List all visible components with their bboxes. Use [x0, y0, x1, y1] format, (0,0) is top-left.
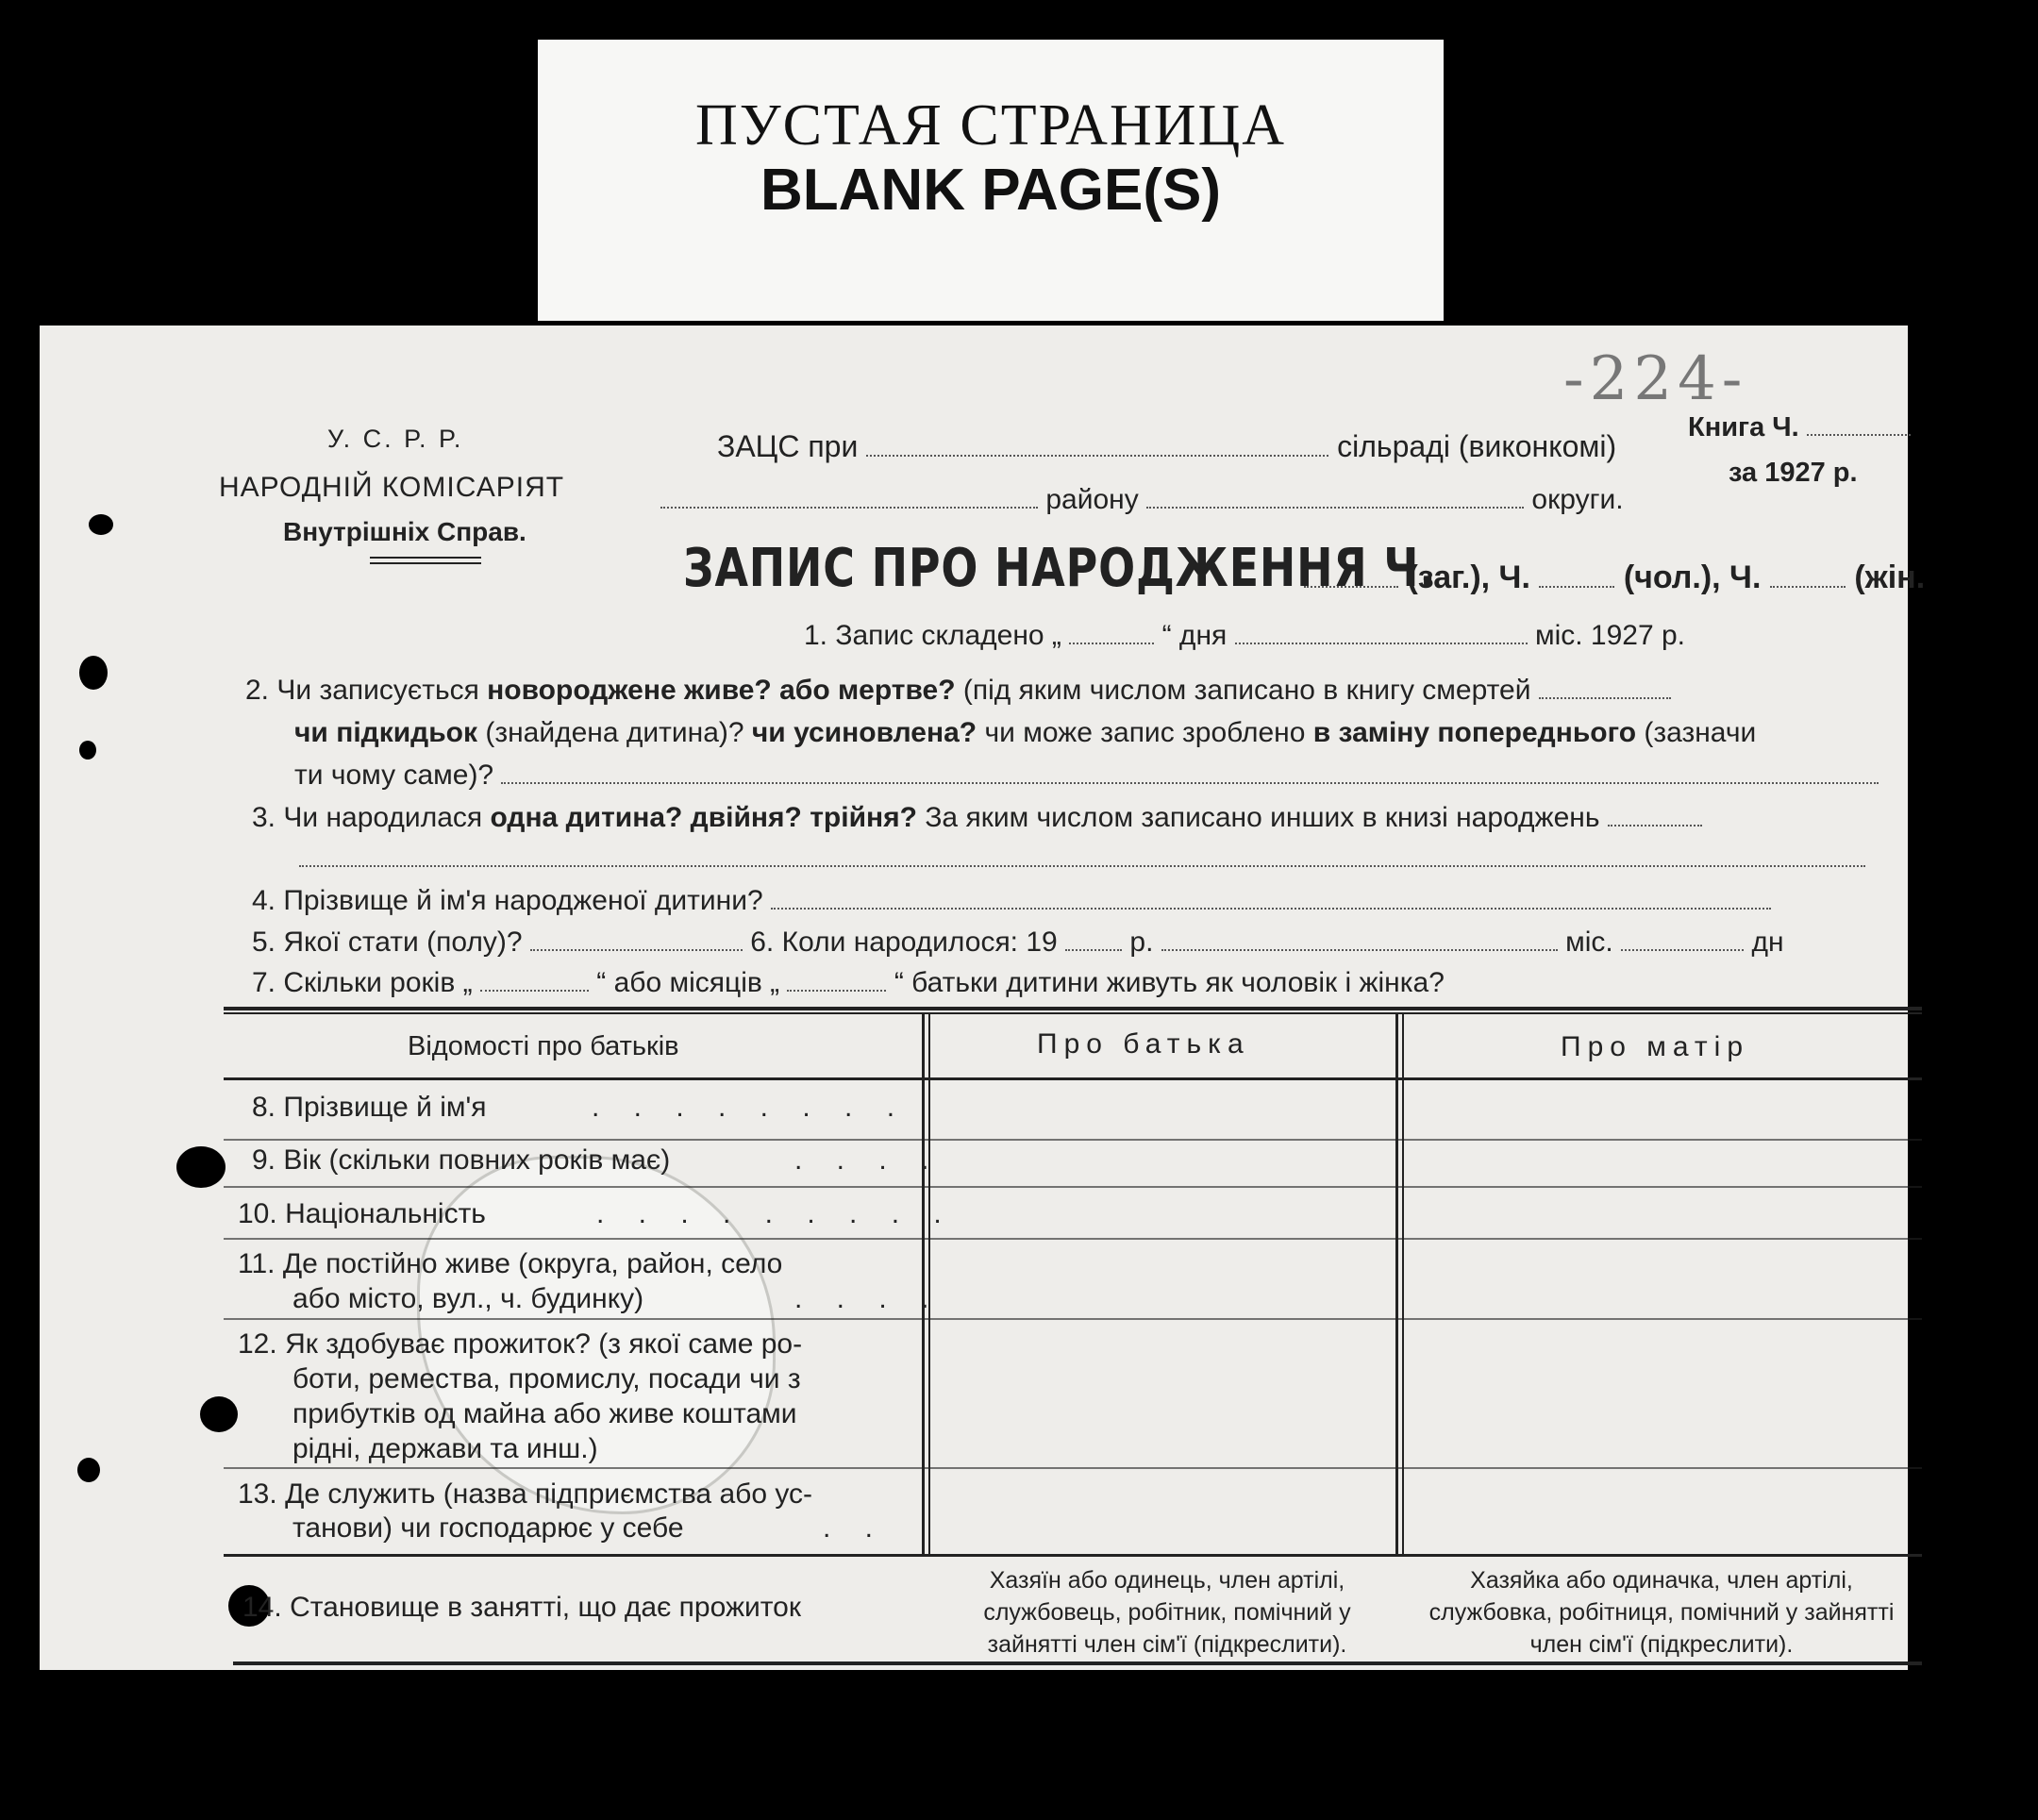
q1-day-label: “ дня: [1161, 620, 1228, 651]
table-bottom-border: [233, 1661, 1922, 1665]
table-row-9: [252, 1144, 670, 1177]
q2-specify-text: (зазначи: [1644, 717, 1757, 748]
row-number: 8.: [252, 1092, 276, 1123]
label-line-english: BLANK PAGE(S): [760, 158, 1221, 223]
q7-years-text: 7. Скільки років „: [252, 967, 473, 998]
book-label: Книга Ч.: [1688, 412, 1799, 442]
q2-alive-option[interactable]: новороджене живе?: [487, 675, 772, 706]
question-3: [252, 802, 1702, 834]
male-number-field[interactable]: [1770, 565, 1846, 588]
row-number: 9.: [252, 1144, 276, 1176]
row-label: Вік (скільки повних років має): [283, 1144, 671, 1176]
question-5-6: [252, 927, 1784, 959]
q3-text: Чи народилася: [283, 802, 483, 833]
q4-text: 4. Прізвище й ім'я народженої дитини?: [252, 885, 763, 916]
table-row-12: [238, 1328, 802, 1361]
commissariat-label: НАРОДНІЙ КОМІСАРІЯТ: [219, 472, 565, 503]
book-number-field[interactable]: [1807, 413, 1911, 436]
record-day-field[interactable]: [1069, 622, 1154, 644]
record-number-field[interactable]: [1304, 565, 1398, 588]
row-label-line-1: Де постійно живе (округа, район, село: [282, 1248, 783, 1279]
row-leader-dots: . . . . . . . . .: [596, 1198, 955, 1229]
years-together-field[interactable]: [480, 969, 589, 992]
row-leader-dots: . . . . . . . .: [592, 1092, 909, 1123]
q5-text: 5. Якої стати (полу)?: [252, 927, 523, 958]
title-main: ЗАПИС ПРО НАРОДЖЕННЯ Ч.: [683, 538, 1437, 599]
zags-prefix: ЗАЦС при: [717, 429, 859, 463]
row-leader-dots: . . . .: [794, 1144, 943, 1176]
district-label: району: [1045, 484, 1139, 515]
table-column-divider: [1402, 1012, 1404, 1557]
blank-page-label: [538, 40, 1444, 321]
row-label-line-4: рідні, держави та инш.): [292, 1433, 598, 1464]
column-header-info: Відомості про батьків: [408, 1031, 679, 1061]
other-records-field-continued[interactable]: [299, 844, 1865, 867]
table-column-divider: [1395, 1012, 1398, 1557]
council-name-field[interactable]: [866, 434, 1328, 457]
row-label-line-3: прибутків од майна або живе коштами: [292, 1398, 797, 1429]
row-label-line-1: Як здобуває прожиток? (з якої саме ро-: [285, 1328, 803, 1360]
q3-other-records-text: За яким числом записано инших в книзі народжень: [925, 802, 1600, 833]
row-divider: [224, 1554, 1922, 1557]
q7-suffix: “ батьки дитини живуть як чоловік і жінка?: [894, 967, 1445, 998]
department-label: Внутрішніх Справ.: [283, 517, 526, 546]
q6-text: 6. Коли народилося: 19: [750, 927, 1058, 958]
punch-hole: [200, 1396, 238, 1432]
q6-month-label: міс.: [1565, 927, 1613, 958]
replacement-reason-field[interactable]: [501, 761, 1879, 784]
birth-day-field[interactable]: [1621, 928, 1744, 951]
title-counters: [1304, 559, 1925, 596]
row-label-line-2: боти, ремества, промислу, посади чи з: [292, 1363, 801, 1394]
mother-occupation-status-note: Хазяйка або одиначка, член артілі, службовка, робітниця, помічний у зайнятті член сім'ї (підкреслити).: [1428, 1567, 1895, 1658]
birth-year-field[interactable]: [1065, 928, 1122, 951]
other-records-field[interactable]: [1608, 804, 1702, 827]
birth-month-field[interactable]: [1161, 928, 1558, 951]
row-number: 13.: [238, 1478, 277, 1510]
months-together-field[interactable]: [787, 969, 886, 992]
q2-text: Чи записується: [276, 675, 479, 706]
row-label: Становище в занятті, що дає прожиток: [290, 1592, 801, 1623]
question-7: [252, 967, 1445, 999]
record-month-field[interactable]: [1235, 622, 1528, 644]
okrug-label: округи.: [1531, 484, 1624, 515]
table-row-14: [242, 1592, 801, 1624]
row-leader-dots: . .: [823, 1512, 887, 1544]
general-number-field[interactable]: [1539, 565, 1614, 588]
row-number: 14.: [242, 1592, 282, 1623]
title-female: (жін.: [1854, 559, 1926, 595]
table-row-10: [238, 1198, 486, 1230]
row-label: Національність: [285, 1198, 486, 1229]
death-book-number-field[interactable]: [1539, 676, 1671, 699]
question-2-line-3: [294, 760, 1879, 792]
punch-hole: [68, 1797, 91, 1820]
q2-foundling-option[interactable]: чи підкидьок: [294, 717, 477, 748]
okrug-prefix-field[interactable]: [660, 486, 1038, 509]
title-male: (чол.), Ч.: [1623, 559, 1762, 595]
q1-prefix: 1. Запис складено „: [804, 620, 1061, 651]
father-occupation-status-note: Хазяїн або одинець, член артілі, службовець, робітник, помічний у зайнятті член сім'ї (підкреслити).: [983, 1567, 1351, 1658]
row-label-line-2: танови) чи господарює у себе: [292, 1512, 684, 1544]
year-label: за 1927 р.: [1729, 458, 1858, 488]
table-row-8: [252, 1092, 486, 1124]
q6-day-label: дн: [1751, 927, 1784, 958]
table-row-13: [238, 1478, 812, 1511]
child-name-field[interactable]: [771, 887, 1771, 910]
punch-hole: [79, 741, 96, 760]
q2-adopted-option[interactable]: чи усиновлена?: [751, 717, 977, 748]
table-top-border: [224, 1007, 1922, 1010]
child-sex-field[interactable]: [530, 928, 743, 951]
punch-hole: [79, 656, 108, 690]
question-2-line-1: [245, 675, 1671, 707]
punch-hole: [89, 514, 113, 535]
row-label-line-2: або місто, вул., ч. будинку): [292, 1283, 644, 1314]
q2-replacement-text: чи може запис зроблено: [984, 717, 1306, 748]
q7-months-text: “ або місяців „: [596, 967, 780, 998]
q1-suffix: міс. 1927 р.: [1534, 620, 1686, 651]
question-4: [252, 885, 1771, 917]
district-line: [660, 484, 1624, 516]
row-number: 12.: [238, 1328, 277, 1360]
row-label-line-1: Де служить (назва підприємства або ус-: [285, 1478, 812, 1510]
row-label: Прізвище й ім'я: [283, 1092, 487, 1123]
title-general: (заг.), Ч.: [1407, 559, 1530, 595]
book-line: [1688, 412, 1911, 443]
q2-dead-option[interactable]: або мертве?: [779, 675, 956, 706]
column-header-mother: Про матір: [1561, 1031, 1750, 1062]
row-number: 10.: [238, 1198, 277, 1229]
row-leader-dots: . . . .: [794, 1283, 943, 1314]
q2-death-book-text: (під яким числом записано в книгу смертей: [962, 675, 1531, 706]
zags-line: [717, 429, 1616, 464]
republic-label: У. С. Р. Р.: [327, 425, 464, 453]
birth-record-form: [40, 326, 1926, 1670]
question-2-line-2: [294, 717, 1756, 749]
question-3-continuation: [299, 843, 1865, 875]
q3-number: 3.: [252, 802, 276, 833]
father-data-column[interactable]: [934, 1080, 1393, 1552]
zags-suffix: сільраді (виконкомі): [1337, 429, 1617, 463]
label-line-russian: ПУСТАЯ СТРАНИЦА: [694, 93, 1287, 158]
department-underline: [370, 562, 481, 564]
q2-number: 2.: [245, 675, 270, 706]
q2-why-text: ти чому саме)?: [294, 760, 494, 791]
row-number: 11.: [238, 1248, 276, 1279]
page-number: -224-: [1563, 344, 1748, 414]
q3-birth-count-options[interactable]: одна дитина? двійня? трійня?: [490, 802, 917, 833]
q2-replacement-option[interactable]: в заміну попереднього: [1312, 717, 1637, 748]
table-top-border: [224, 1012, 1922, 1014]
punch-hole: [176, 1146, 226, 1188]
department-underline: [370, 557, 481, 559]
q2-foundling-text: (знайдена дитина)?: [485, 717, 744, 748]
question-1: [804, 620, 1685, 652]
punch-hole: [77, 1458, 100, 1482]
mother-data-column[interactable]: [1408, 1080, 1908, 1552]
column-header-father: Про батька: [1037, 1028, 1250, 1060]
q6-year-label: р.: [1129, 927, 1154, 958]
table-row-11: [238, 1248, 782, 1280]
district-field[interactable]: [1146, 486, 1524, 509]
